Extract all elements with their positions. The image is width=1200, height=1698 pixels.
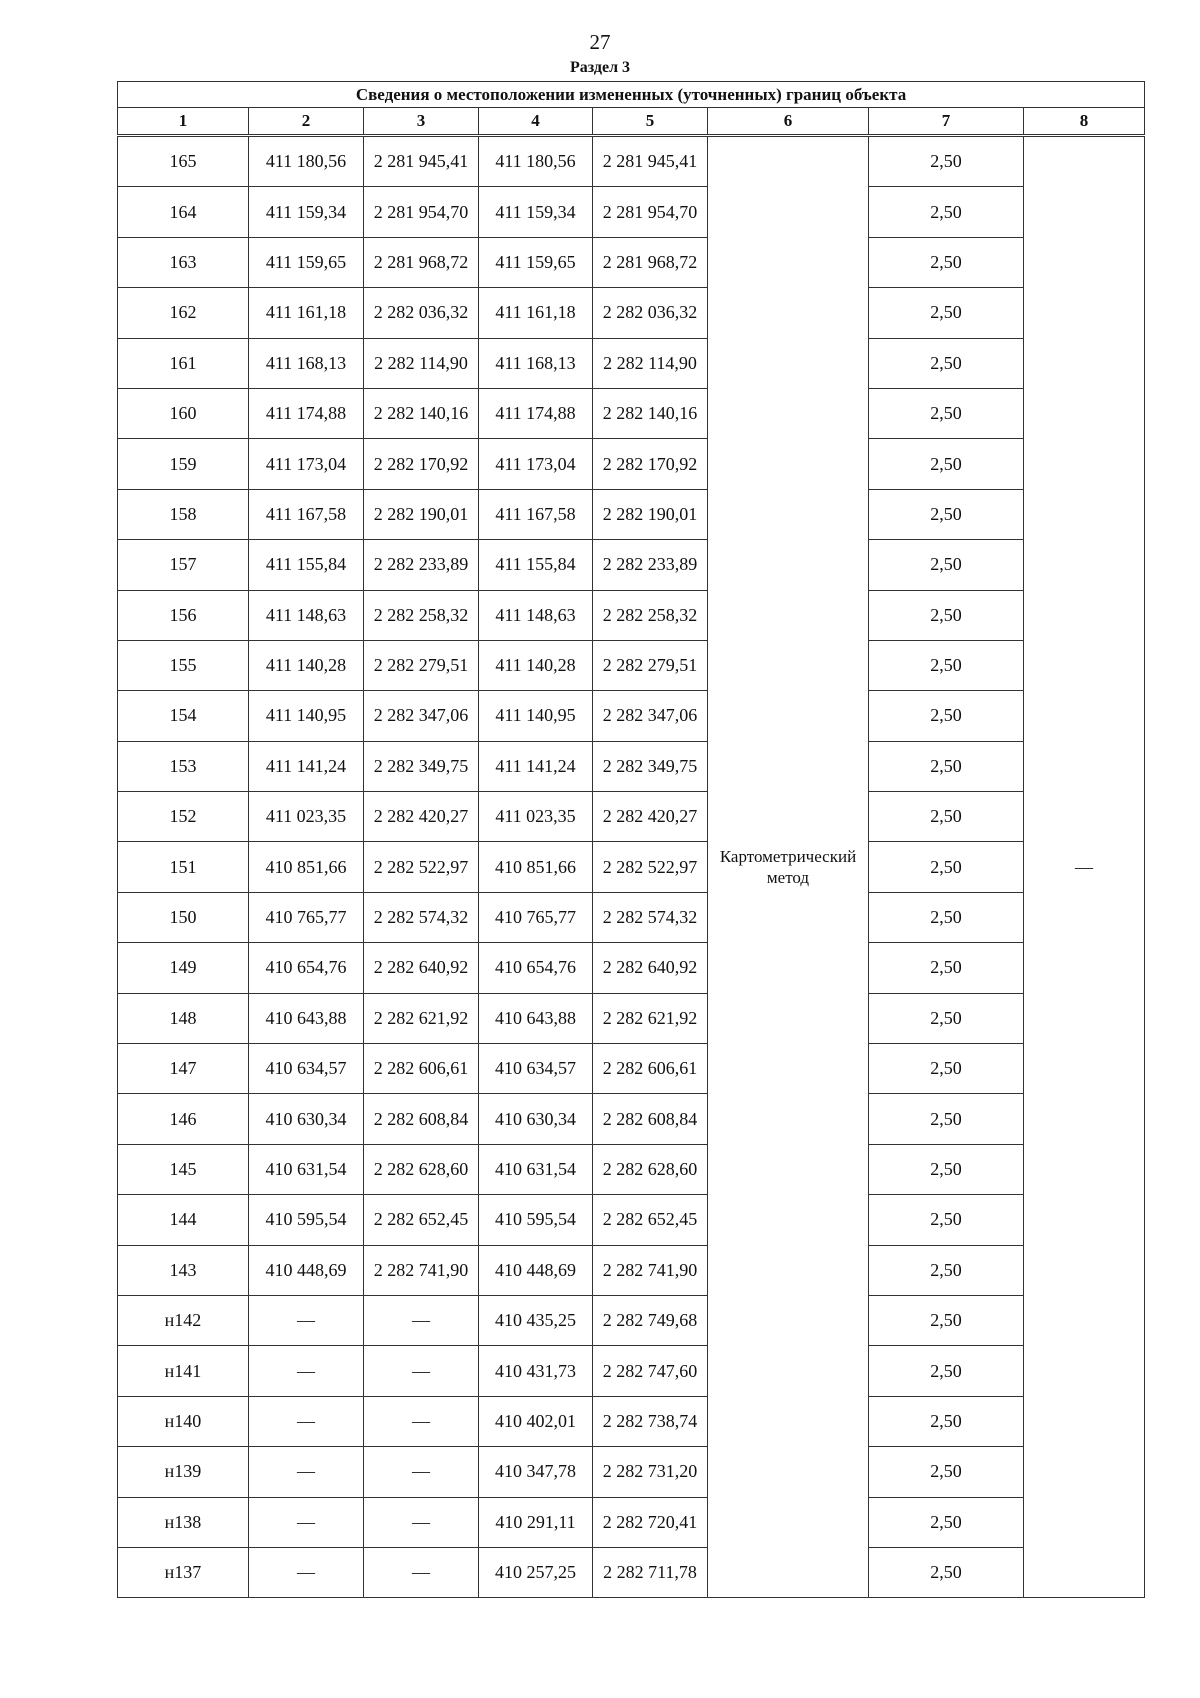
table-row [118, 388, 1145, 438]
cell-y-old: — [364, 1447, 479, 1497]
boundary-coordinates-table [117, 81, 1145, 1598]
cell-point: н140 [118, 1396, 249, 1446]
cell-accuracy: 2,50 [869, 1245, 1024, 1295]
cell-y-new: 2 281 945,41 [593, 136, 708, 187]
cell-point: 152 [118, 792, 249, 842]
cell-x-new: 410 654,76 [479, 943, 593, 993]
cell-point: н137 [118, 1547, 249, 1597]
cell-point: 161 [118, 338, 249, 388]
table-row [118, 439, 1145, 489]
cell-y-new: 2 281 968,72 [593, 237, 708, 287]
table-row [118, 540, 1145, 590]
cell-accuracy: 2,50 [869, 540, 1024, 590]
cell-point: 149 [118, 943, 249, 993]
cell-accuracy: 2,50 [869, 187, 1024, 237]
cell-y-new: 2 282 741,90 [593, 1245, 708, 1295]
table-row [118, 1547, 1145, 1597]
column-number: 2 [249, 108, 364, 136]
cell-x-new: 411 161,18 [479, 288, 593, 338]
cell-y-new: 2 282 621,92 [593, 993, 708, 1043]
cell-y-new: 2 282 747,60 [593, 1346, 708, 1396]
cell-y-new: 2 282 258,32 [593, 590, 708, 640]
cell-point: 162 [118, 288, 249, 338]
cell-x-new: 411 168,13 [479, 338, 593, 388]
cell-x-old: 411 161,18 [249, 288, 364, 338]
cell-accuracy: 2,50 [869, 1447, 1024, 1497]
cell-point: 143 [118, 1245, 249, 1295]
cell-x-old: 411 159,34 [249, 187, 364, 237]
table-row [118, 1447, 1145, 1497]
cell-y-new: 2 282 420,27 [593, 792, 708, 842]
column-number: 3 [364, 108, 479, 136]
cell-accuracy: 2,50 [869, 993, 1024, 1043]
cell-x-old: 410 595,54 [249, 1195, 364, 1245]
cell-x-new: 411 148,63 [479, 590, 593, 640]
cell-y-old: 2 282 258,32 [364, 590, 479, 640]
column-number-row [118, 108, 1145, 136]
cell-y-new: 2 282 170,92 [593, 439, 708, 489]
cell-y-old: — [364, 1547, 479, 1597]
cell-accuracy: 2,50 [869, 489, 1024, 539]
table-row [118, 792, 1145, 842]
cell-x-new: 411 140,28 [479, 640, 593, 690]
table-row [118, 288, 1145, 338]
cell-accuracy: 2,50 [869, 136, 1024, 187]
cell-point: 154 [118, 691, 249, 741]
cell-x-new: 410 402,01 [479, 1396, 593, 1446]
cell-x-old: — [249, 1497, 364, 1547]
cell-y-new: 2 282 522,97 [593, 842, 708, 892]
cell-y-old: 2 282 140,16 [364, 388, 479, 438]
cell-x-old: 411 140,95 [249, 691, 364, 741]
cell-x-old: — [249, 1295, 364, 1345]
page-number: 27 [589, 30, 611, 54]
cell-x-old: 411 141,24 [249, 741, 364, 791]
cell-accuracy: 2,50 [869, 640, 1024, 690]
cell-accuracy: 2,50 [869, 1346, 1024, 1396]
cell-y-new: 2 281 954,70 [593, 187, 708, 237]
table-row [118, 1044, 1145, 1094]
cell-x-old: 411 140,28 [249, 640, 364, 690]
cell-y-new: 2 282 652,45 [593, 1195, 708, 1245]
column-number: 5 [593, 108, 708, 136]
cell-accuracy: 2,50 [869, 1144, 1024, 1194]
cell-accuracy: 2,50 [869, 1396, 1024, 1446]
cell-x-new: 410 257,25 [479, 1547, 593, 1597]
cell-x-new: 411 159,34 [479, 187, 593, 237]
column-number: 7 [869, 108, 1024, 136]
cell-x-old: — [249, 1447, 364, 1497]
cell-y-old: 2 281 968,72 [364, 237, 479, 287]
cell-accuracy: 2,50 [869, 792, 1024, 842]
cell-x-old: 410 765,77 [249, 892, 364, 942]
cell-y-old: — [364, 1396, 479, 1446]
cell-x-old: 411 174,88 [249, 388, 364, 438]
cell-y-old: 2 282 170,92 [364, 439, 479, 489]
cell-x-new: 411 174,88 [479, 388, 593, 438]
cell-point: 146 [118, 1094, 249, 1144]
cell-x-old: — [249, 1396, 364, 1446]
column-number: 1 [118, 108, 249, 136]
table-row [118, 691, 1145, 741]
cell-accuracy: 2,50 [869, 288, 1024, 338]
cell-y-new: 2 282 731,20 [593, 1447, 708, 1497]
cell-point: 165 [118, 136, 249, 187]
cell-y-new: 2 282 036,32 [593, 288, 708, 338]
cell-accuracy: 2,50 [869, 1547, 1024, 1597]
cell-x-new: 410 347,78 [479, 1447, 593, 1497]
cell-x-new: 410 448,69 [479, 1245, 593, 1295]
cell-point: 159 [118, 439, 249, 489]
cell-x-new: 411 155,84 [479, 540, 593, 590]
cell-x-new: 411 140,95 [479, 691, 593, 741]
table-title: Сведения о местоположении измененных (уточненных) границ объекта [118, 82, 1145, 108]
cell-y-new: 2 282 640,92 [593, 943, 708, 993]
cell-x-new: 410 634,57 [479, 1044, 593, 1094]
cell-y-old: — [364, 1497, 479, 1547]
cell-x-new: 411 173,04 [479, 439, 593, 489]
cell-y-old: 2 282 741,90 [364, 1245, 479, 1295]
table-row [118, 1245, 1145, 1295]
section-title: Раздел 3 [569, 59, 631, 76]
cell-accuracy: 2,50 [869, 338, 1024, 388]
cell-accuracy: 2,50 [869, 1497, 1024, 1547]
cell-accuracy: 2,50 [869, 943, 1024, 993]
cell-y-old: 2 282 347,06 [364, 691, 479, 741]
table-row [118, 640, 1145, 690]
cell-y-new: 2 282 279,51 [593, 640, 708, 690]
cell-x-old: — [249, 1346, 364, 1396]
cell-point: 145 [118, 1144, 249, 1194]
cell-point: 163 [118, 237, 249, 287]
cell-y-old: — [364, 1295, 479, 1345]
table-row [118, 1295, 1145, 1345]
cell-x-old: 410 654,76 [249, 943, 364, 993]
cell-point: 151 [118, 842, 249, 892]
cell-point: н142 [118, 1295, 249, 1345]
cell-x-new: 411 023,35 [479, 792, 593, 842]
table-row [118, 237, 1145, 287]
cell-point: 150 [118, 892, 249, 942]
cell-y-old: 2 282 628,60 [364, 1144, 479, 1194]
table-row [118, 741, 1145, 791]
cell-x-new: 410 643,88 [479, 993, 593, 1043]
cell-x-old: 411 148,63 [249, 590, 364, 640]
cell-accuracy: 2,50 [869, 842, 1024, 892]
column-number: 6 [708, 108, 869, 136]
cell-x-old: 411 180,56 [249, 136, 364, 187]
cell-point: н138 [118, 1497, 249, 1547]
cell-y-old: 2 282 349,75 [364, 741, 479, 791]
cell-method: Картометрический метод [708, 136, 869, 1598]
cell-y-new: 2 282 711,78 [593, 1547, 708, 1597]
cell-accuracy: 2,50 [869, 1195, 1024, 1245]
cell-y-old: 2 281 945,41 [364, 136, 479, 187]
cell-y-new: 2 282 233,89 [593, 540, 708, 590]
cell-y-old: 2 282 233,89 [364, 540, 479, 590]
cell-x-old: 411 168,13 [249, 338, 364, 388]
cell-point: 147 [118, 1044, 249, 1094]
cell-y-new: 2 282 606,61 [593, 1044, 708, 1094]
cell-point: 153 [118, 741, 249, 791]
cell-y-old: 2 281 954,70 [364, 187, 479, 237]
cell-accuracy: 2,50 [869, 439, 1024, 489]
cell-y-old: 2 282 036,32 [364, 288, 479, 338]
cell-x-old: 411 023,35 [249, 792, 364, 842]
cell-y-old: 2 282 190,01 [364, 489, 479, 539]
cell-point: 160 [118, 388, 249, 438]
cell-y-old: 2 282 522,97 [364, 842, 479, 892]
cell-accuracy: 2,50 [869, 892, 1024, 942]
cell-y-new: 2 282 720,41 [593, 1497, 708, 1547]
cell-x-new: 410 435,25 [479, 1295, 593, 1345]
cell-y-old: 2 282 640,92 [364, 943, 479, 993]
cell-y-old: 2 282 574,32 [364, 892, 479, 942]
cell-x-new: 411 141,24 [479, 741, 593, 791]
cell-x-new: 411 167,58 [479, 489, 593, 539]
cell-x-new: 410 291,11 [479, 1497, 593, 1547]
cell-accuracy: 2,50 [869, 1094, 1024, 1144]
cell-y-old: 2 282 608,84 [364, 1094, 479, 1144]
cell-y-new: 2 282 190,01 [593, 489, 708, 539]
cell-x-new: 410 630,34 [479, 1094, 593, 1144]
cell-y-new: 2 282 349,75 [593, 741, 708, 791]
cell-x-new: 411 180,56 [479, 136, 593, 187]
table-row [118, 1144, 1145, 1194]
cell-accuracy: 2,50 [869, 388, 1024, 438]
cell-x-new: 410 431,73 [479, 1346, 593, 1396]
cell-accuracy: 2,50 [869, 590, 1024, 640]
cell-y-new: 2 282 628,60 [593, 1144, 708, 1194]
cell-point: 157 [118, 540, 249, 590]
cell-point: 155 [118, 640, 249, 690]
cell-x-old: 410 851,66 [249, 842, 364, 892]
cell-y-new: 2 282 140,16 [593, 388, 708, 438]
cell-x-new: 410 851,66 [479, 842, 593, 892]
cell-point: н141 [118, 1346, 249, 1396]
cell-x-new: 411 159,65 [479, 237, 593, 287]
table-row [118, 489, 1145, 539]
cell-point: 144 [118, 1195, 249, 1245]
table-row [118, 1346, 1145, 1396]
table-row [118, 892, 1145, 942]
cell-y-new: 2 282 114,90 [593, 338, 708, 388]
cell-y-new: 2 282 574,32 [593, 892, 708, 942]
table-row [118, 590, 1145, 640]
cell-column-8: — [1024, 136, 1145, 1598]
cell-accuracy: 2,50 [869, 741, 1024, 791]
table-row [118, 187, 1145, 237]
cell-x-old: 410 630,34 [249, 1094, 364, 1144]
cell-x-old: 411 173,04 [249, 439, 364, 489]
cell-point: 164 [118, 187, 249, 237]
table-row [118, 943, 1145, 993]
cell-x-old: 410 631,54 [249, 1144, 364, 1194]
cell-x-old: 411 159,65 [249, 237, 364, 287]
table-row [118, 842, 1145, 892]
cell-x-old: 410 448,69 [249, 1245, 364, 1295]
table-row [118, 1497, 1145, 1547]
cell-point: 148 [118, 993, 249, 1043]
cell-y-new: 2 282 738,74 [593, 1396, 708, 1446]
table-row [118, 1094, 1145, 1144]
table-row [118, 993, 1145, 1043]
table-row [118, 1195, 1145, 1245]
cell-x-old: 411 155,84 [249, 540, 364, 590]
column-number: 8 [1024, 108, 1145, 136]
table-row [118, 136, 1145, 187]
cell-y-new: 2 282 749,68 [593, 1295, 708, 1345]
cell-x-old: 410 643,88 [249, 993, 364, 1043]
table-row [118, 338, 1145, 388]
cell-y-old: 2 282 420,27 [364, 792, 479, 842]
cell-y-old: 2 282 606,61 [364, 1044, 479, 1094]
cell-y-old: 2 282 279,51 [364, 640, 479, 690]
cell-x-old: 410 634,57 [249, 1044, 364, 1094]
cell-x-new: 410 631,54 [479, 1144, 593, 1194]
cell-accuracy: 2,50 [869, 691, 1024, 741]
cell-x-new: 410 765,77 [479, 892, 593, 942]
cell-x-old: — [249, 1547, 364, 1597]
cell-accuracy: 2,50 [869, 1295, 1024, 1345]
table-body [118, 136, 1145, 1598]
cell-y-old: — [364, 1346, 479, 1396]
cell-y-old: 2 282 652,45 [364, 1195, 479, 1245]
cell-point: н139 [118, 1447, 249, 1497]
cell-x-new: 410 595,54 [479, 1195, 593, 1245]
cell-y-old: 2 282 621,92 [364, 993, 479, 1043]
cell-y-new: 2 282 347,06 [593, 691, 708, 741]
cell-point: 156 [118, 590, 249, 640]
cell-y-old: 2 282 114,90 [364, 338, 479, 388]
cell-accuracy: 2,50 [869, 1044, 1024, 1094]
cell-x-old: 411 167,58 [249, 489, 364, 539]
cell-y-new: 2 282 608,84 [593, 1094, 708, 1144]
cell-accuracy: 2,50 [869, 237, 1024, 287]
column-number: 4 [479, 108, 593, 136]
table-row [118, 1396, 1145, 1446]
cell-point: 158 [118, 489, 249, 539]
